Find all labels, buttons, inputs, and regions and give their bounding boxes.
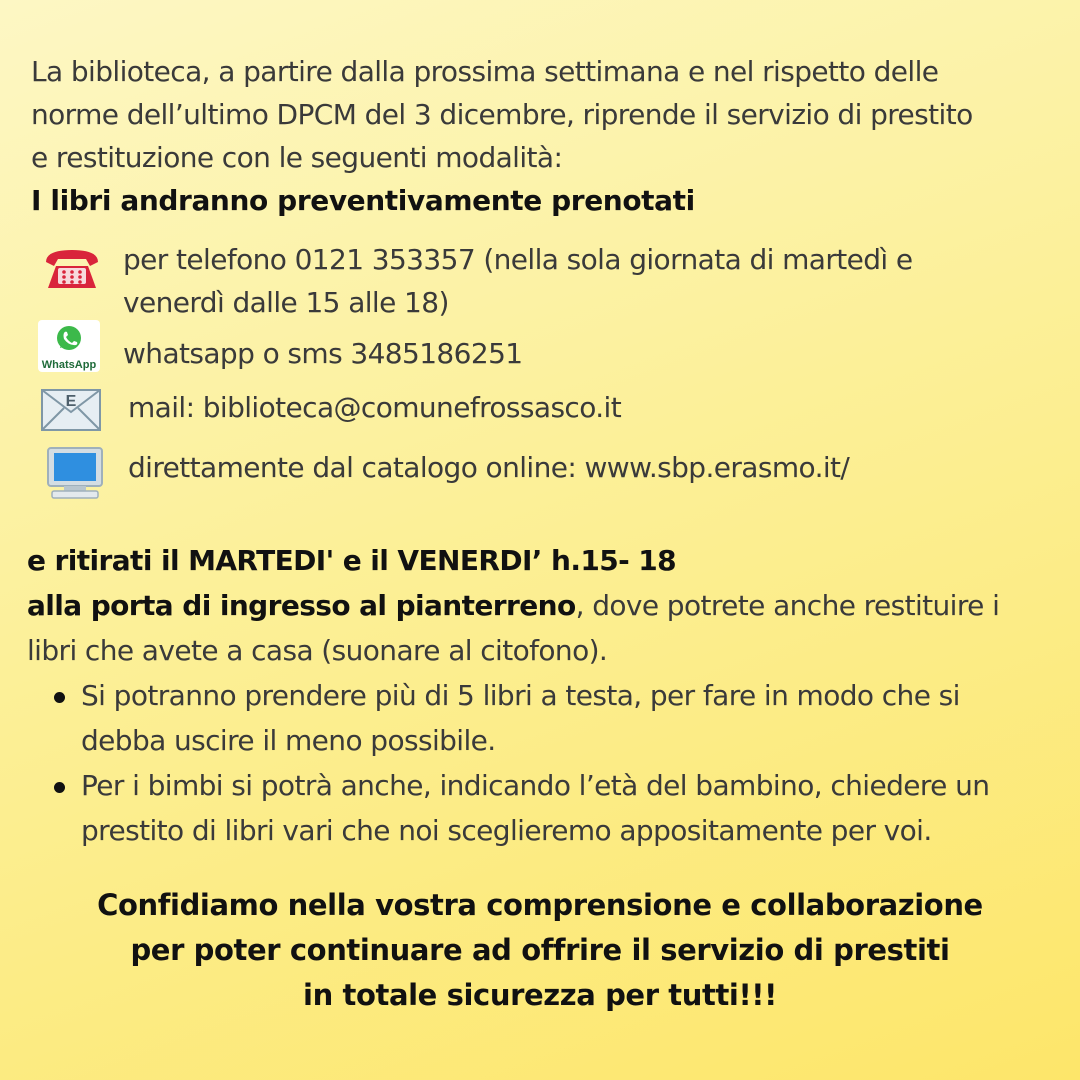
closing-line: in totale sicurezza per tutti!!! (303, 978, 777, 1012)
list-item-text: prestito di libri vari che noi sceglieremo appositamente per voi. (81, 814, 932, 847)
closing-message (0, 883, 1080, 1018)
pickup-intercom: libri che avete a casa (suonare al citofono). (27, 634, 608, 667)
online-catalogue-text: direttamente dal catalogo online: www.sbp.erasmo.it/ (128, 451, 850, 484)
mail-text: mail: biblioteca@comunefrossasco.it (128, 391, 622, 424)
phone-hours-text: venerdì dalle 15 alle 18) (123, 286, 449, 319)
computer-icon (46, 446, 104, 500)
list-item (27, 673, 1057, 763)
intro-line: e restituzione con le seguenti modalità: (31, 141, 563, 174)
rules-list (27, 673, 1057, 853)
whatsapp-icon (38, 320, 100, 372)
phone-text: per telefono 0121 353357 (nella sola giornata di martedì e (123, 243, 913, 276)
pickup-days: e ritirati il MARTEDI' e il VENERDI’ h.15- 18 (27, 544, 677, 577)
pickup-door: alla porta di ingresso al pianterreno (27, 589, 576, 622)
envelope-icon (40, 386, 102, 434)
envelope-icon-letter: E (65, 393, 77, 410)
intro-line: norme dell’ultimo DPCM del 3 dicembre, riprende il servizio di prestito (31, 98, 973, 131)
whatsapp-icon-label: WhatsApp (41, 359, 97, 371)
pickup-location (27, 583, 1057, 628)
booking-heading: I libri andranno preventivamente prenotati (31, 184, 695, 217)
closing-line: per poter continuare ad offrire il servizio di prestiti (130, 933, 950, 967)
list-item-text: Per i bimbi si potrà anche, indicando l’età del bambino, chiedere un (81, 769, 990, 802)
whatsapp-text: whatsapp o sms 3485186251 (123, 337, 523, 370)
list-item-text: Si potranno prendere più di 5 libri a testa, per fare in modo che si (81, 679, 960, 712)
intro-text (31, 50, 1051, 222)
pickup-section (27, 538, 1057, 853)
telephone-icon (42, 244, 102, 294)
list-item-text: debba uscire il meno possibile. (81, 724, 496, 757)
intro-line: La biblioteca, a partire dalla prossima settimana e nel rispetto delle (31, 55, 939, 88)
list-item (27, 763, 1057, 853)
closing-line: Confidiamo nella vostra comprensione e collaborazione (97, 888, 983, 922)
pickup-return-text: , dove potrete anche restituire i (575, 589, 1000, 622)
